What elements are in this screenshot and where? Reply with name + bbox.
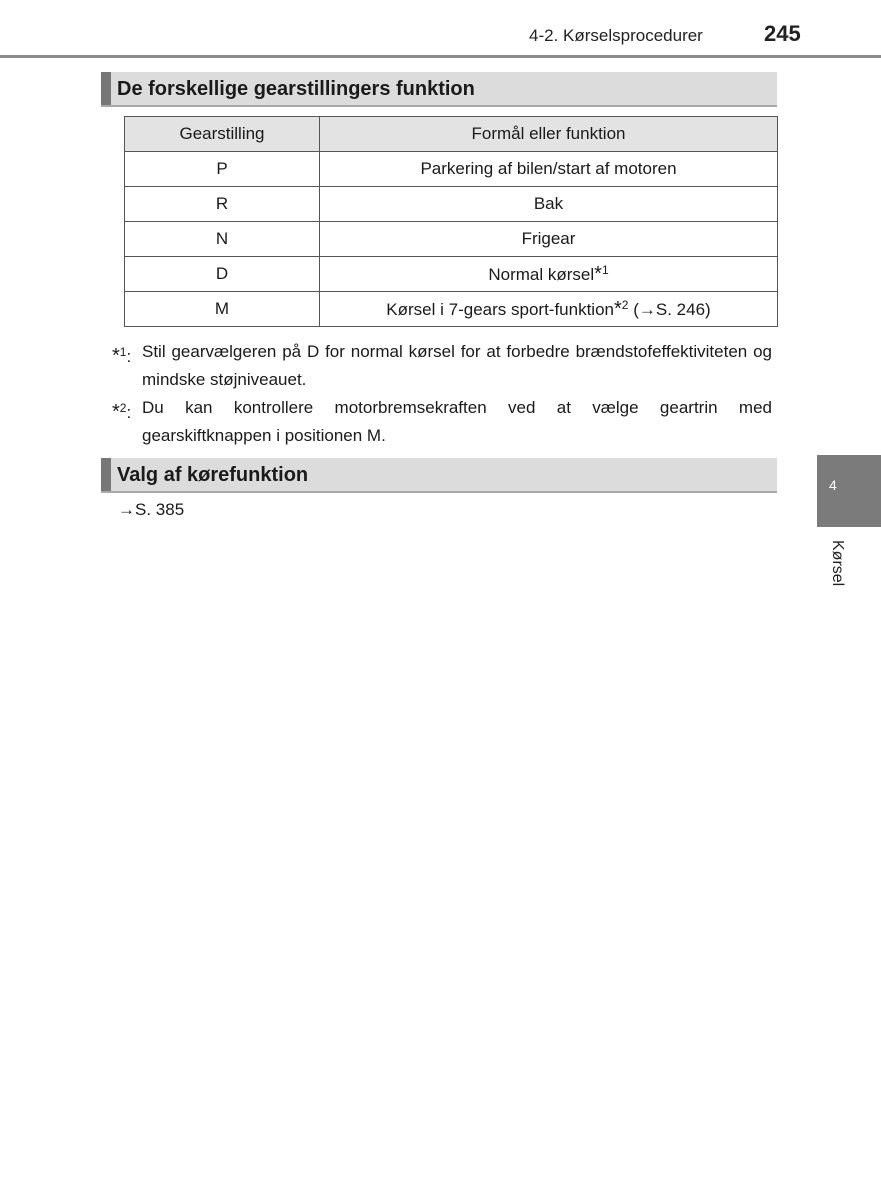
page-number: 245 xyxy=(764,21,801,46)
function-text: Bak xyxy=(533,194,564,213)
footnote-text: Du kan kontrollere motorbremsekraften ved at vælge geartrin med gearskiftknappen i positionen M. xyxy=(142,398,772,445)
table-row xyxy=(125,222,778,257)
footnote-ref: 2 xyxy=(621,297,629,312)
footnote-marker: *$^1$: xyxy=(112,345,132,367)
function-text: Frigear xyxy=(521,229,576,248)
function-cell xyxy=(320,187,778,222)
asterisk-icon: * xyxy=(112,401,120,423)
asterisk-icon: * xyxy=(112,345,120,367)
heading-accent-bar xyxy=(101,72,111,105)
function-text: Parkering af bilen/start af motoren xyxy=(420,159,677,178)
function-cell xyxy=(320,257,778,292)
gear-cell: M xyxy=(125,292,320,327)
section-title: De forskellige gearstillingers funktion xyxy=(117,78,475,100)
gear-cell: D xyxy=(125,257,320,292)
heading-accent-bar xyxy=(101,458,111,491)
footnote-text: Stil gearvælgeren på D for normal kørsel for at forbedre brændstofeffektiviteten og mindske støjniveauet. xyxy=(142,342,772,389)
chapter-tab[interactable] xyxy=(817,455,881,527)
gear-cell: P xyxy=(125,152,320,187)
footnote-ref: 1 xyxy=(601,262,609,277)
function-text: Normal kørsel xyxy=(488,264,595,284)
asterisk-icon: * xyxy=(614,297,622,320)
gear-cell: N xyxy=(125,222,320,257)
header-section-title: 4-2. Kørselsprocedurer xyxy=(529,26,703,45)
function-cell xyxy=(320,152,778,187)
table-header-function: Formål eller funktion xyxy=(320,117,778,152)
table-row xyxy=(125,187,778,222)
function-cell xyxy=(320,222,778,257)
table-row xyxy=(125,152,778,187)
table-header-row xyxy=(125,117,778,152)
footnote-2 xyxy=(112,394,772,450)
header-divider xyxy=(0,55,881,58)
gear-function-table xyxy=(124,116,778,327)
chapter-label: Kørsel xyxy=(829,540,846,587)
section-heading-gear-positions xyxy=(101,72,777,107)
page-crossref-link[interactable]: →S. 385 xyxy=(118,500,185,519)
section-heading-drive-mode xyxy=(101,458,777,493)
table-header-gear: Gearstilling xyxy=(125,117,320,152)
asterisk-icon: * xyxy=(594,262,602,285)
section-title: Valg af kørefunktion xyxy=(117,464,309,486)
page-crossref: (→S. 246) xyxy=(628,299,711,319)
gear-cell: R xyxy=(125,187,320,222)
chapter-number: 4 xyxy=(829,477,837,493)
table-row xyxy=(125,257,778,292)
table-row xyxy=(125,292,778,327)
footnote-1 xyxy=(112,338,772,394)
function-text: Kørsel i 7-gears sport-funktion xyxy=(386,299,614,319)
footnote-marker: *$^2$: xyxy=(112,401,132,423)
function-cell xyxy=(320,292,778,327)
